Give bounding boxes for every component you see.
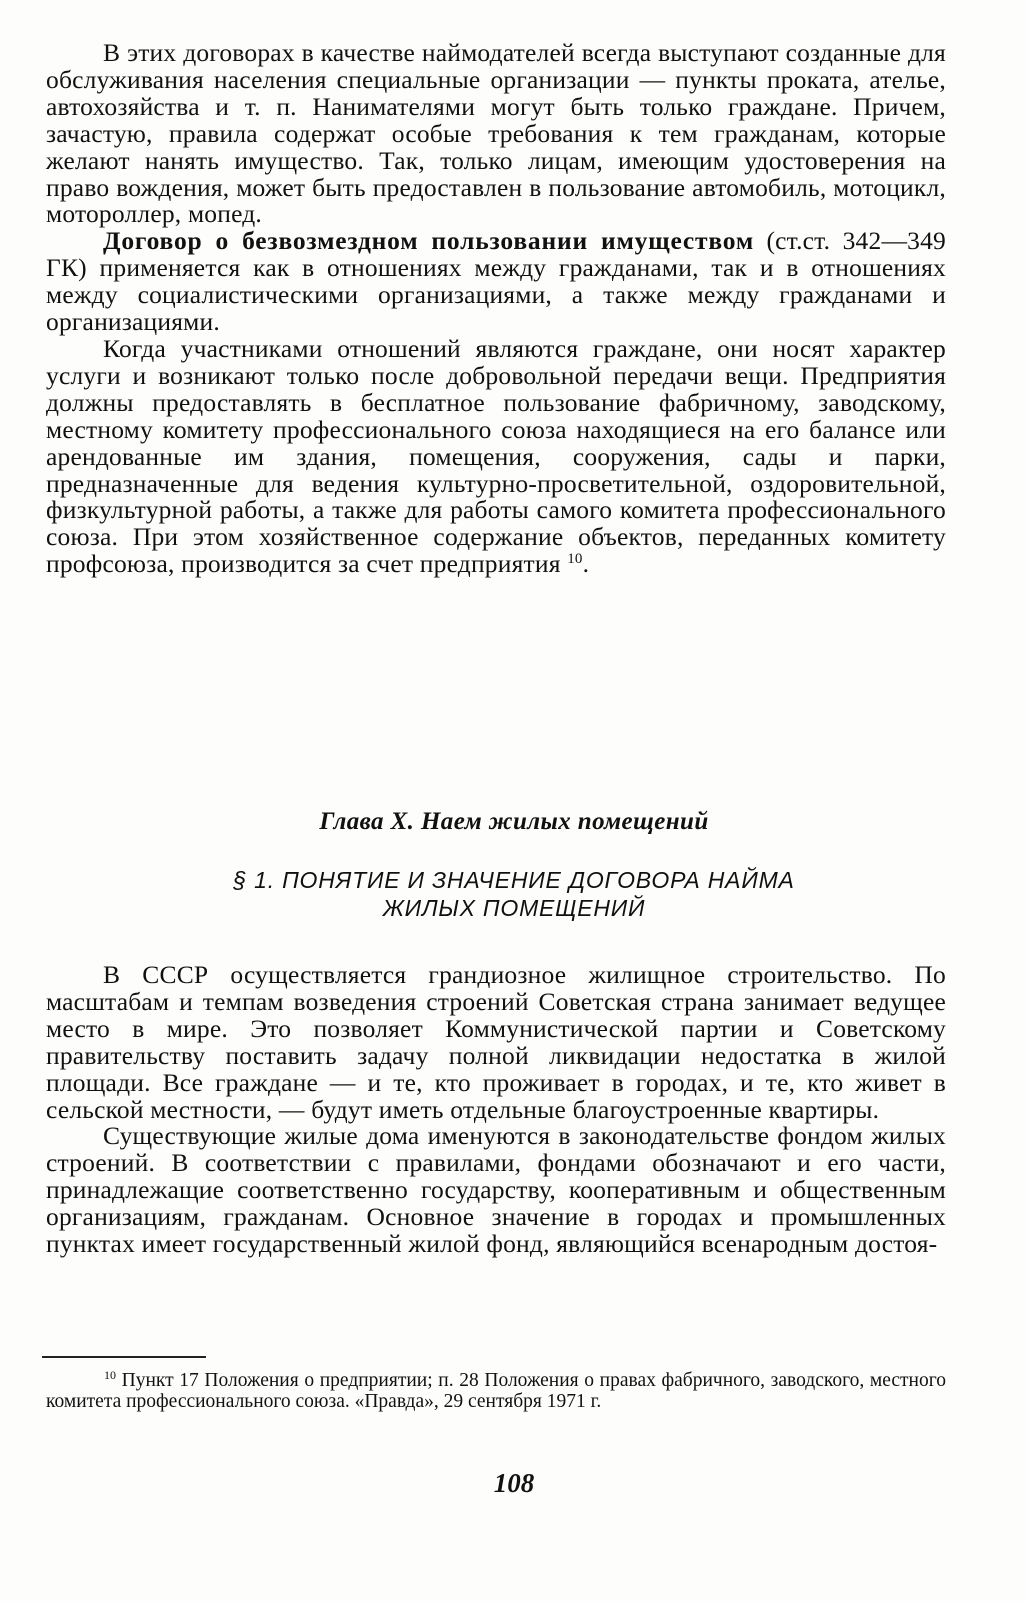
paragraph-services — [46, 333, 946, 579]
footnote-separator — [42, 1356, 206, 1358]
services-text: Когда участниками отношений являются граждане, они носят характер услуги и возникают только после добровольной передачи вещи. Предприятия должны предоставлять в бесплатное пользование фабричному, заводскому, местному комитету профессионального союза находящиеся на его балансе или арендованные им здания, помещения, сооружения, сады и парки, предназначенные для ведения культурно-просветительной, оздоровительной, физкультурной работы, а также для работы самого комитета профессионального союза. При этом хозяйственное содержание объектов, переданных комитету профсоюза, производится за счет предприятия — [46, 333, 946, 579]
paragraph-housing-construction: В СССР осуществляется грандиозное жилищное строительство. По масштабам и темпам возведения строений Советская страна занимает ведущее место в мире. Это позволяет Коммунистической партии и Советскому правительству поставить задачу полной ликвидации недостатка в жилой площади. Все граждане — и те, кто проживает в городах, и те, кто живет в сельской местности, — будут иметь отдельные благоустроенные квартиры. — [46, 960, 946, 1124]
services-text-end: . — [582, 549, 590, 579]
paragraph-rental-agreements: В этих договорах в качестве наймодателей всегда выступают созданные для обслуживания населения специальные организации — пункты проката, ателье, автохозяйства и т. п. Нанимателями могут быть только граждане. Причем, зачастую, правила содержат особые требования к тем гражданам, которые желают нанять имущество. Так, только лицам, имеющим удостоверения на право вождения, может быть предоставлен в пользование автомобиль, мотоцикл, мотороллер, мопед. — [46, 38, 946, 229]
section-title — [0, 866, 1028, 922]
paragraph-free-use-agreement — [46, 228, 946, 336]
section-title-line-1: § 1. ПОНЯТИЕ И ЗНАЧЕНИЕ ДОГОВОРА НАЙМА — [233, 867, 795, 893]
chapter-title: Глава X. Наем жилых помещений — [319, 808, 709, 835]
page-number: 108 — [493, 1468, 535, 1498]
footnote-reference: 10 — [567, 551, 583, 568]
top-text-block — [46, 40, 946, 578]
free-use-agreement-text: (ст.ст. 342—349 ГК) применяется как в отношениях между гражданами, так и в отношениях между социалистическими организациями, а также между гражданами и организациями. — [46, 226, 946, 337]
section-title-line-2: ЖИЛЫХ ПОМЕЩЕНИЙ — [382, 895, 646, 921]
bottom-text-block — [46, 962, 946, 1258]
footnote-number: 10 — [104, 1368, 116, 1382]
footnote-text: Пункт 17 Положения о предприятии; п. 28 Положения о правах фабричного, заводского, местного комитета профессионального союза. «Правда», 29 сентября 1971 г. — [46, 1370, 946, 1412]
footnote — [46, 1368, 946, 1412]
paragraph-housing-fund: Существующие жилые дома именуются в законодательстве фондом жилых строений. В соответствии с правилами, фондами обозначают и его части, принадлежащие соответственно государству, кооперативным и общественным организациям, гражданам. Основное значение в городах и промышленных пунктах имеет государственный жилой фонд, являющийся всенародным достоя- — [46, 1121, 946, 1259]
free-use-agreement-term: Договор о безвозмездном пользовании имуществом — [103, 226, 755, 256]
